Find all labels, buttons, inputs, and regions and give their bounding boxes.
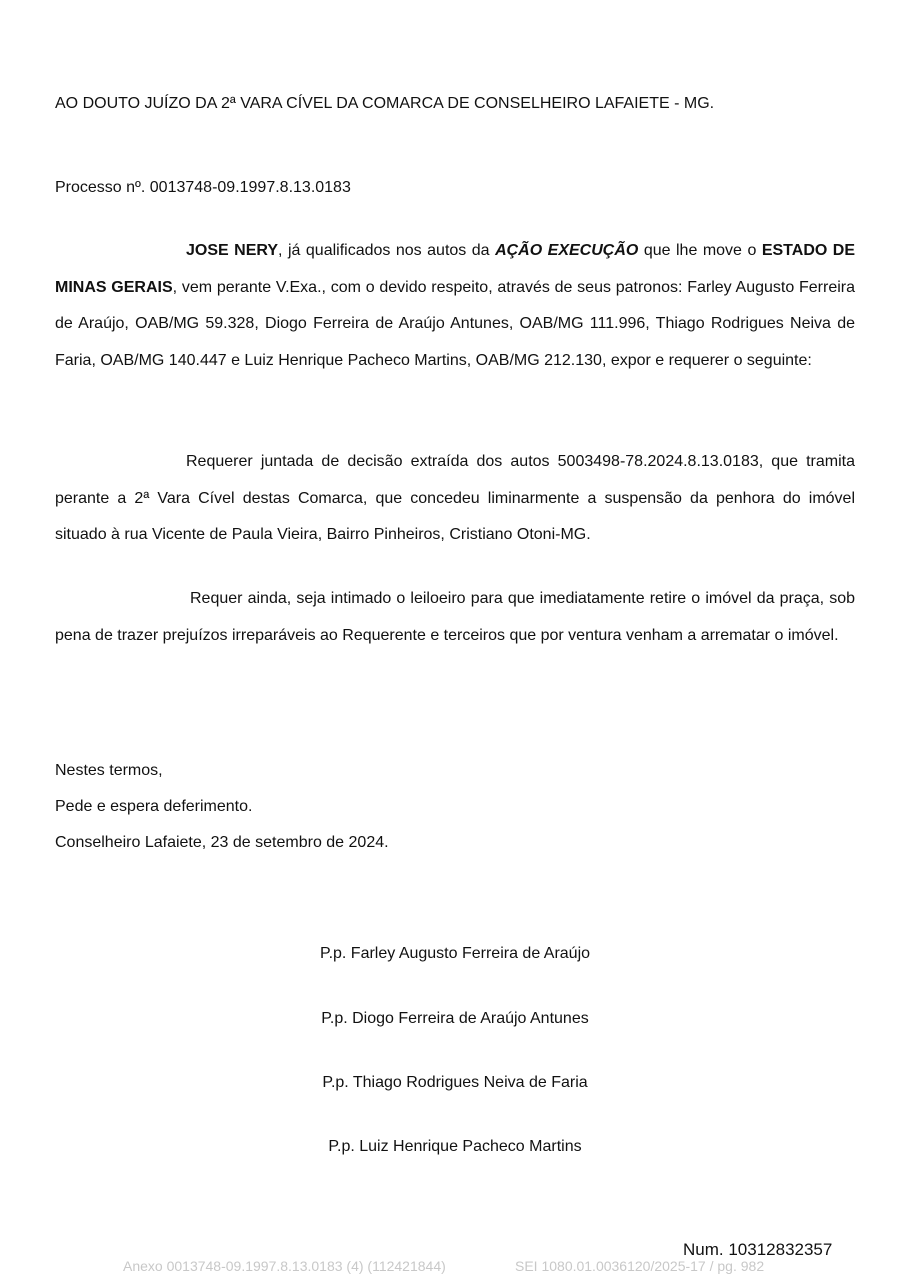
para3-text: Requer ainda, seja intimado o leiloeiro para que imediatamente retire o imóvel da praça, sob pena de trazer prejuízos irreparáveis ao Requerente e terceiros que por ventura venham a arrematar o imóvel. <box>55 590 855 644</box>
signature-line: P.p. Thiago Rodrigues Neiva de Faria <box>322 1074 588 1091</box>
action-name: AÇÃO EXECUÇÃO <box>495 242 639 259</box>
signature-line: P.p. Diogo Ferreira de Araújo Antunes <box>321 1010 589 1027</box>
party-name: JOSE NERY <box>186 242 279 259</box>
paragraph-request-attachment <box>55 444 855 554</box>
closing-request: Pede e espera deferimento. <box>55 798 253 815</box>
paragraph-request-auctioneer <box>55 581 855 654</box>
signature-line: P.p. Luiz Henrique Pacheco Martins <box>328 1138 582 1155</box>
para1-text1: , já qualificados nos autos da <box>278 242 496 259</box>
document-number: Num. 10312832357 <box>683 1240 833 1259</box>
para1-text3: , vem perante V.Exa., com o devido respeito, através de seus patronos: Farley Augusto Ferreira de Araújo, OAB/MG 59.328, Diogo Ferreira de Araújo Antunes, OAB/MG 111.996, Thiago Rodrigues Neiva de Faria, OAB/MG 140.447 e Luiz Henrique Pacheco Martins, OAB/MG 212.130, expor e requerer o seguinte: <box>55 278 856 369</box>
signature-line: P.p. Farley Augusto Ferreira de Araújo <box>319 945 591 962</box>
sei-stamp: SEI 1080.01.0036120/2025-17 / pg. 982 <box>515 1258 765 1274</box>
para1-text2: que lhe move o <box>638 242 762 259</box>
closing-terms: Nestes termos, <box>55 762 163 779</box>
court-address: AO DOUTO JUÍZO DA 2ª VARA CÍVEL DA COMARCA DE CONSELHEIRO LAFAIETE - MG. <box>55 95 715 112</box>
opponent-name: ESTADO DE MINAS GERAIS <box>55 242 856 296</box>
process-number: Processo nº. 0013748-09.1997.8.13.0183 <box>55 179 351 196</box>
closing-place-date: Conselheiro Lafaiete, 23 de setembro de 2024. <box>55 834 389 851</box>
paragraph-qualification <box>55 233 855 379</box>
annex-stamp: Anexo 0013748-09.1997.8.13.0183 (4) (112421844) <box>123 1258 446 1274</box>
para2-text: Requerer juntada de decisão extraída dos autos 5003498-78.2024.8.13.0183, que tramita perante a 2ª Vara Cível destas Comarca, que concedeu liminarmente a suspensão da penhora do imóvel situado à rua Vicente de Paula Vieira, Bairro Pinheiros, Cristiano Otoni-MG. <box>55 453 855 543</box>
